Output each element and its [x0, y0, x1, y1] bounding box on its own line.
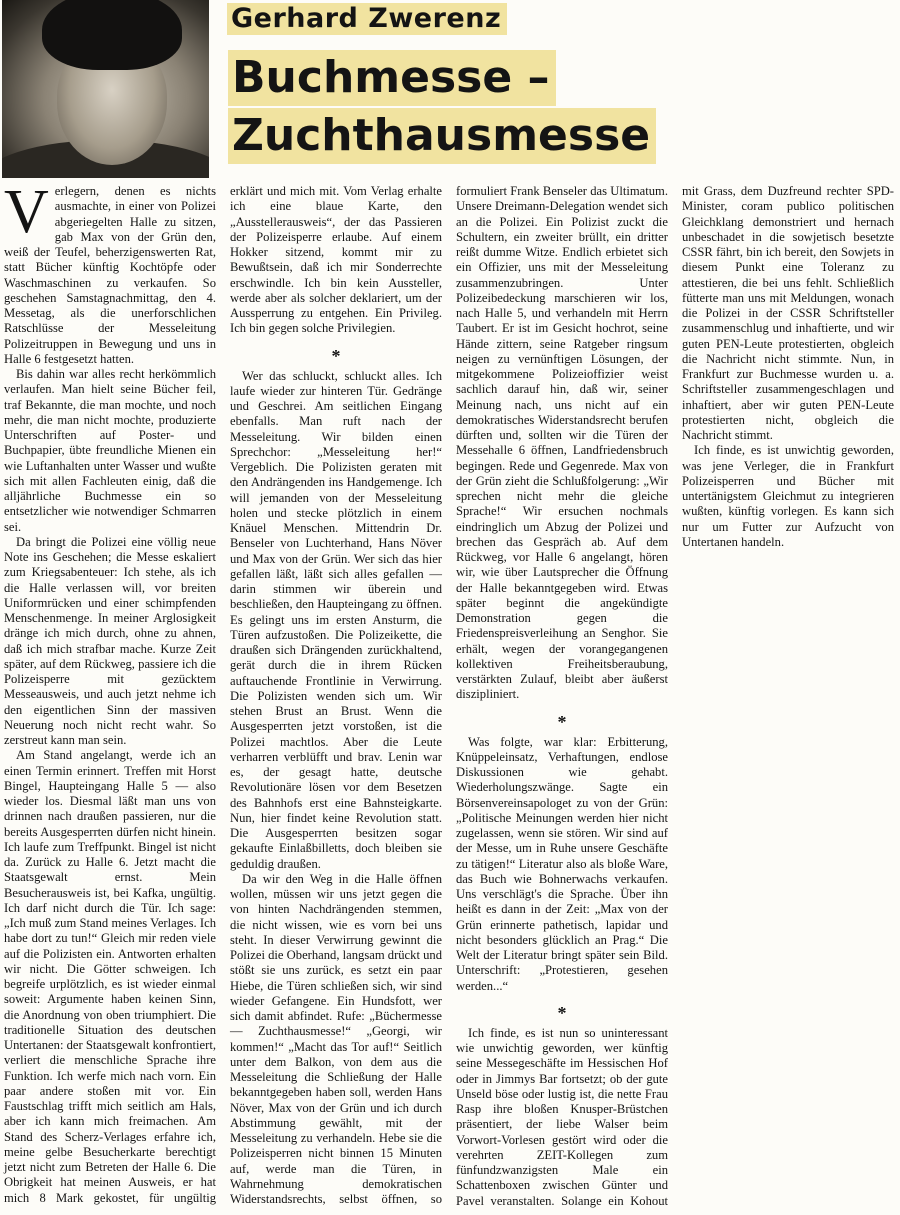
section-separator: *: [557, 1002, 567, 1023]
drop-cap: V: [4, 178, 49, 246]
lead-paragraph: [4, 178, 216, 367]
photo-hair: [42, 0, 182, 70]
author-name: Gerhard Zwerenz: [227, 3, 507, 35]
author-photo: [2, 0, 209, 178]
body-paragraph: Was folgte, war klar: Erbitterung, Knüppeleinsatz, Verhaftungen, endlose Diskussionen wie gehabt. Wiederholungszwänge. Sagte ein Börsenvereinsapologet zu von der Grün: „Politische Meinungen werden hier nicht zugelassen, wenn sie stören. Wir sind auf der Messe, um in Ruhe unsere Geschäfte zu tätigen!“ Literatur also als bloße Ware, das Buch wie Bohnerwachs verkaufen. Uns verschlägt's die Sprache. Über ihn heißt es dann in der Zeit: „Max von der Grün erinnerte pathetisch, lapidar und nicht besonders glücklich an Prag.“ Die Welt der Literatur bringt später sein Bild. Unterschrift: „Protestieren, gesehen werden...“: [456, 734, 668, 993]
body-paragraph: Da bringt die Polizei eine völlig neue Note ins Geschehen; die Messe eskaliert zum Kriegsabenteuer: Ich stehe, als ich die Halle verlassen will, vor breiten Uniformrücken und einer schimpfenden Menschenmenge. In meiner Arglosigkeit dränge ich mich durch, ohne zu ahnen, daß ich mich strafbar mache. Kurze Zeit später, auf dem Rückweg, passiere ich die Polizeisperre mit gezücktem Messeausweis, und auch jetzt nehme ich den eigentlichen Sinn der massiven Neuerung noch nicht recht wahr. So zerstreut kann man sein.: [4, 534, 216, 747]
headline-line-2: Zuchthausmesse: [228, 108, 656, 164]
body-paragraph: Ich finde, es ist nun so uninteressant wie unwichtig geworden, wer künftig seine Messegeschäfte im Hessischen Hof oder in Jimmys Bar fortsetzt; ob der gute Unseld böse oder lustig ist, die nette Frau Rasp ihre bloßen Knusper-Brüstchen präsentiert, der liebe Walser beim Vorwort-Vorlesen gestört wird oder die verehrten ZEIT-Kollegen zum fünfundzwanzigsten Male ein Schattenboxen zwischen Günter und Pavel veranstalten. Solange ein Kohout mit Grass, dem Duzfreund rechter SPD-Minister, coram publico politischen Gleichklang demonstriert und hernach unbeschadet in die sowjetisch besetzte CSSR fährt, bin ich bereit, den Sowjets in diesem Punkt eine Toleranz zu attestieren, die bei uns fehlt. Schließlich fütterte man uns mit Meldungen, wonach die Polizei in der CSSR Schriftsteller zusammenschlug und inhaftierte, und wir guten PEN-Leute protestierten, obgleich die Nachricht nicht stimmte. Nun, in Frankfurt zur Buchmesse wurden u. a. Schriftsteller zusammengeschlagen und inhaftiert, aber wir guten PEN-Leute protestierten nicht, obgleich die Nachricht stimmt.: [456, 184, 894, 1208]
headline-line-1: Buchmesse –: [228, 50, 556, 106]
article-body: [4, 178, 894, 1210]
article-headline: [228, 50, 868, 166]
body-paragraph: Bis dahin war alles recht herkömmlich verlaufen. Man hielt seine Bücher feil, traf Bekannte, die man mochte, und noch mehr, die man nicht mochte, produzierte Unterschriften auf Poster- und Buchpapier, übte freundliche Mienen ein wie Luftanhalten unter Wasser und wußte sich mit allen Fachleuten einig, daß die alljährliche Buchmesse ein so entsetzlicher wie notwendiger Schmarren sei.: [4, 367, 216, 534]
body-paragraph: Ich finde, es ist unwichtig geworden, was jene Verleger, die in Frankfurt Polizeisperren und Bücher mit untertänigstem Gleichmut zu integrieren wußten, künftig vorlegen. Es kann sich nur um Futter zur Aufzucht von Untertanen handeln.: [682, 443, 894, 549]
body-paragraph: Am Stand angelangt, werde ich an einen Termin erinnert. Treffen mit Horst Bingel, Haupteingang Halle 5 — also wieder los. Diesmal läßt man uns von drinnen nach draußen passieren, nur die bereits Ausgesperrten dürfen nicht hinein. Ich laufe zum Treffpunkt. Bingel ist nicht da. Zurück zu Halle 6. Jetzt macht die Staatsgewalt ernst. Mein Besucherausweis ist, bei Kafka, ungültig. Ich darf nicht durch die Tür. Ich sage: „Ich muß zum Stand meines Verlages. Ich habe dort zu tun!“ Gleich mir reden viele auf die Polizisten ein. Antworten erhalten wir nicht. Die Götter schweigen. Ich begreife urplötzlich, es ist wieder einmal soweit: Argumente haben keinen Sinn, die Anordnung von oben triumphiert. Die traditionelle Situation des deutschen Untertanen: der Staatsgewalt konfrontiert, verliert die menschliche Sprache ihre Funktion. Ich werfe mich nach vorn. Ein paar andere stoßen mit vor. Ein Faustschlag trifft mich seitlich am Hals, aber ich kann mich freimachen. Am Stand des Scherz-Verlages erfahre ich, meine gelbe Besucherkarte berechtigt jetzt nicht zum Betreten der Halle 6. Die Obrigkeit hat meinen Ausweis, er hat mich 8 Mark gekostet, für ungültig erklärt und mich mit. Vom Verlag erhalte ich eine blaue Karte, den „Ausstellerausweis“, der das Passieren der Polizeisperre erlaube. Auf einem Hokker sitzend, kommt mir zu Bewußtsein, daß ich mir Sonderrechte erschwindle. Ich bin kein Aussteller, werde aber als solcher deklariert, um der Aussperrung zu entgehen. Ein Privileg. Ich bin gegen solche Privilegien.: [4, 184, 442, 1205]
body-paragraph: Da wir den Weg in die Halle öffnen wollen, müssen wir uns jetzt gegen die von hinten Nachdrängenden stemmen, die nicht wissen, wie es vorn bei uns steht. In dieser Verwirrung gewinnt die Polizei die Oberhand, langsam drückt und stößt sie uns zurück, es setzt ein paar Hiebe, die Türen schließen sich, wir sind wieder Gefangene. Ein Hundsfott, wer sich damit abfindet. Rufe: „Büchermesse — Zuchthausmesse!“ „Georgi, wir kommen!“ „Macht das Tor auf!“ Seitlich unter dem Balkon, von dem aus die Messeleitung die Schließung der Halle bekanntgegeben haben soll, werden Hans Növer, Max von der Grün und ich durch Abstimmung gewählt, mit der Messeleitung zu verhandeln. Hebe sie die Polizeisperren nicht binnen 15 Minuten auf, werde man die Türen, in Wahrnehmung demokratischen Widerstandsrechts, selbst öffnen, so formuliert Frank Benseler das Ultimatum. Unsere Dreimann-Delegation wendet sich an die Polizei. Ein Polizist zuckt die Schultern, ein zweiter brüllt, ein dritter reißt dumme Witze. Endlich erbietet sich ein Offizier, uns mit der Messeleitung zusammenzubringen. Unter Polizeibedeckung marschieren wir los, nach Halle 5, und verhandeln mit Herrn Taubert. Er ist im Gesicht hochrot, seine Hände zittern, seine Ratgeber ringsum neigen zu vernünftigen Lösungen, der mitgekommene Polizeioffizier weist sachlich darauf hin, daß wir, seiner Meinung nach, uns nicht auf ein demokratisches Widerstandsrecht berufen dürften und, sollten wir die Türen der Messehalle 6 öffnen, Landfriedensbruch begingen. Rede und Gegenrede. Max von der Grün zieht die Schlußfolgerung: „Wir sprechen nicht mehr die gleiche Sprache!“ Wir ersuchen nochmals eindringlich um Abzug der Polizei und brechen das Gespräch ab. Auf dem Rückweg, vor Halle 6 angelangt, hören wir, wie über Lautsprecher die Öffnung der Halle bekanntgegeben wird. Etwas später beginnt die angekündigte Demonstration gegen die Friedenspreisverleihung an Senghor. Sie erhält, wegen der vorangegangenen kollektiven Freiheitsberaubung, verstärkten Zulauf, bleibt aber äußerst diszipliniert.: [230, 184, 668, 1206]
body-paragraph: Wer das schluckt, schluckt alles. Ich laufe wieder zur hinteren Tür. Gedränge und Geschrei. Am seitlichen Eingang ebenfalls. Man ruft nach der Messeleitung. Wir bilden einen Sprechchor: „Messeleitung her!“ Vergeblich. Die Polizisten geraten mit den Andrängenden ins Handgemenge. Ich will jemanden von der Messeleitung holen und stecke plötzlich in einem Knäuel Menschen. Mittendrin Dr. Benseler von Luchterhand, Hans Növer und Max von der Grün. Wer sich das hier gefallen läßt, läßt sich alles gefallen — darin stimmen wir überein und beschließen, den Haupteingang zu öffnen. Es gelingt uns im ersten Ansturm, die Türen aufzustoßen. Die Polizeikette, die draußen sich Drängenden zurückhaltend, gerät durch die in ihrem Rücken auftauchende Frontlinie in Verwirrung. Die Polizisten wenden sich um. Wir stehen Brust an Brust. Wenn die Ausgesperrten jetzt vorstoßen, ist die Polizei machtlos. Aber die Leute verharren verblüfft und brav. Lenin war es, der gesagt hatte, deutsche Revolutionäre lösen vor dem Besetzen des Bahnhofs erst eine Bahnsteigkarte. Nun, hier findet keine Revolution statt. Die Ausgesperrten besitzen sogar gekaufte Einlaßbilletts, doch bleiben sie geduldig draußen.: [230, 368, 442, 871]
lead-text: erlegern, denen es nichts ausmachte, in einer von Polizei abgeriegelten Halle zu sitzen, gab Max von der Grün den, weiß der Teufel, beherzigenswerten Rat, statt Bücher künftig Kochtöpfe oder Waschmaschinen zu verkaufen. So geschehen Samstagnachmittag, den 4. Messetag, als die unerforschlichen Ratschlüsse der Messeleitung Polizeitruppen in Bewegung und uns in Halle 6 festgesetzt hatten.: [4, 184, 216, 366]
section-separator: *: [331, 345, 341, 366]
section-separator: *: [557, 711, 567, 732]
